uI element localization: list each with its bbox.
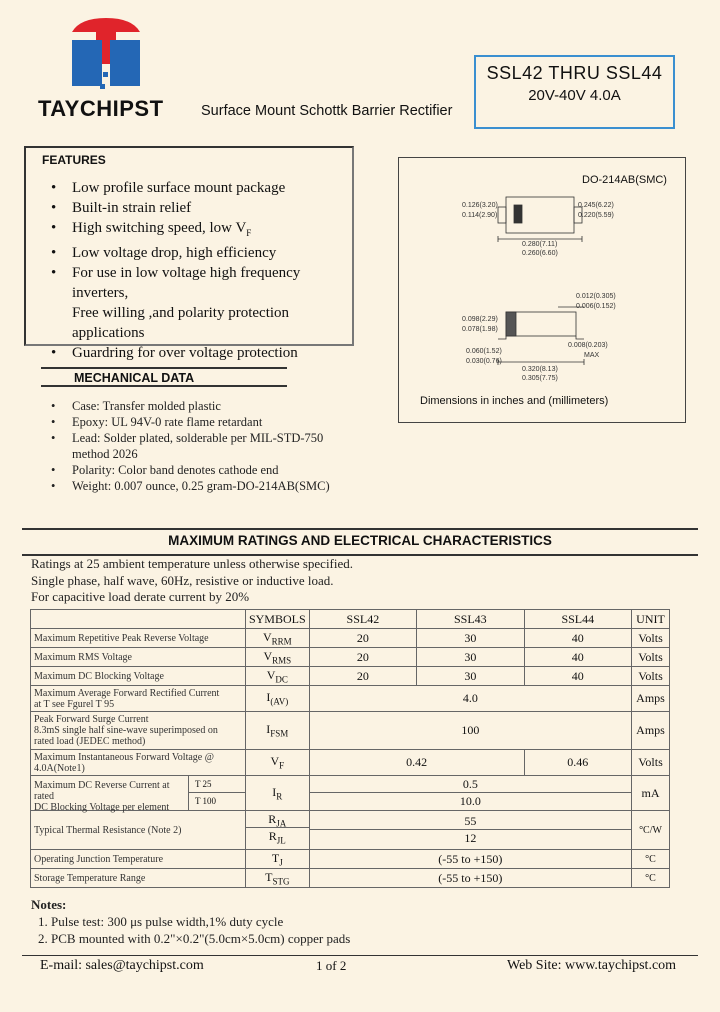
dim-label: 0.280(7.11) xyxy=(522,241,558,248)
table-row xyxy=(31,869,670,888)
part-ratings: 20V-40V 4.0A xyxy=(528,87,621,104)
value-cell: (-55 to +150) xyxy=(309,869,631,888)
part-range: SSL42 THRU SSL44 xyxy=(486,63,663,83)
table-header-cell: UNIT xyxy=(632,610,670,629)
list-item: • High switching speed, low $V_F$ xyxy=(51,220,252,238)
footer-email: E-mail: sales@taychipst.com xyxy=(40,958,204,973)
value-cell: 20 xyxy=(309,667,416,686)
part-title-box xyxy=(474,55,675,129)
param-cell: Operating Junction Temperature xyxy=(31,850,246,869)
condition-line: Ratings at 25 ambient temperature unless otherwise specified. xyxy=(31,556,354,571)
unit-cell: Volts xyxy=(632,629,670,648)
rating-conditions xyxy=(31,556,353,606)
dim-label: 0.008(0.203) xyxy=(568,342,608,349)
table-row xyxy=(31,776,670,811)
symbol-cell: $V_{DC}$ xyxy=(245,667,309,686)
ratings-heading: MAXIMUM RATINGS AND ELECTRICAL CHARACTERISTICS xyxy=(22,528,698,556)
dim-label: 0.006(0.152) xyxy=(576,303,616,310)
param-text: Maximum DC Reverse Current at rated DC Blocking Voltage per element xyxy=(31,776,189,810)
param-cell: Maximum DC Blocking Voltage xyxy=(31,667,246,686)
symbol-cell: $T_{STG}$ xyxy=(245,869,309,888)
symbol-cell: $V_F$ xyxy=(245,750,309,776)
unit-cell: Volts xyxy=(632,648,670,667)
value-cell: 30 xyxy=(417,629,524,648)
param-cell: Peak Forward Surge Current 8.3mS single half sine-wave superimposed on rated load (JEDEC method) xyxy=(31,712,246,750)
table-header-cell: SSL44 xyxy=(524,610,631,629)
company-name: TAYCHIPST xyxy=(38,96,164,121)
product-subtitle: Surface Mount Schottk Barrier Rectifier xyxy=(201,103,453,119)
table-header-cell: SSL43 xyxy=(417,610,524,629)
table-row xyxy=(31,850,670,869)
table-row xyxy=(31,712,670,750)
note-item: 2. PCB mounted with 0.2"×0.2"(5.0cm×5.0cm) copper pads xyxy=(38,931,351,946)
dim-label: 0.220(5.59) xyxy=(578,212,614,219)
dim-label: 0.078(1.98) xyxy=(462,326,498,333)
features-heading: FEATURES xyxy=(42,153,106,167)
param-cell: Maximum RMS Voltage xyxy=(31,648,246,667)
param-cell: Typical Thermal Resistance (Note 2) xyxy=(31,811,246,850)
param-cell xyxy=(31,776,246,811)
symbol-cell: $T_J$ xyxy=(245,850,309,869)
features-list xyxy=(46,178,346,363)
param-cell: Storage Temperature Range xyxy=(31,869,246,888)
list-item: • Polarity: Color band denotes cathode end xyxy=(51,463,279,477)
table-header-cell: SYMBOLS xyxy=(245,610,309,629)
unit-cell: °C/W xyxy=(632,811,670,850)
mechanical-list xyxy=(46,398,366,494)
logo-mark-icon xyxy=(70,16,142,94)
condition-line: For capacitive load derate current by 20% xyxy=(31,589,250,604)
value-cell: 0.42 xyxy=(309,750,524,776)
value-cell: 20 xyxy=(309,648,416,667)
package-outline-drawing xyxy=(398,157,684,387)
value-cell: 40 xyxy=(524,667,631,686)
unit-cell: °C xyxy=(632,850,670,869)
dim-label: 0.305(7.75) xyxy=(522,375,558,382)
value-cell: 0.5 10.0 xyxy=(309,776,631,811)
dim-label: 0.012(0.305) xyxy=(576,293,616,300)
value-cell: 55 12 xyxy=(309,811,631,850)
symbol-cell: $I_R$ xyxy=(245,776,309,811)
param-cell: Maximum Instantaneous Forward Voltage @ 4.0A(Note1) xyxy=(31,750,246,776)
unit-cell: mA xyxy=(632,776,670,811)
dim-label: 0.260(6.60) xyxy=(522,250,558,257)
value-cell: 30 xyxy=(417,667,524,686)
table-row xyxy=(31,629,670,648)
table-row xyxy=(31,686,670,712)
table-row xyxy=(31,667,670,686)
list-item: • Weight: 0.007 ounce, 0.25 gram-DO-214AB(SMC) xyxy=(51,479,330,493)
dim-label: MAX xyxy=(584,352,600,359)
list-item: • For use in low voltage high frequency inverters, xyxy=(51,265,301,301)
list-item: • Guardring for over voltage protection xyxy=(51,345,298,361)
value-cell: 4.0 xyxy=(309,686,631,712)
dim-label: 0.245(6.22) xyxy=(578,202,614,209)
value-cell: 100 xyxy=(309,712,631,750)
list-item: • Epoxy: UL 94V-0 rate flame retardant xyxy=(51,415,263,429)
value-cell: 0.46 xyxy=(524,750,631,776)
table-header-cell xyxy=(31,610,246,629)
list-item: • Built-in strain relief xyxy=(51,200,192,216)
param-cell: Maximum Repetitive Peak Reverse Voltage xyxy=(31,629,246,648)
table-header-row xyxy=(31,610,670,629)
company-logo xyxy=(70,16,142,94)
dim-label: 0.060(1.52) xyxy=(466,348,502,355)
list-item: • Lead: Solder plated, solderable per MIL-STD-750 xyxy=(51,431,324,445)
table-header-cell: SSL42 xyxy=(309,610,416,629)
page-number: 1 of 2 xyxy=(316,958,347,973)
list-item: Free willing ,and polarity protection applications xyxy=(72,305,290,341)
list-item: • Case: Transfer molded plastic xyxy=(51,399,221,413)
dim-label: 0.030(0.76) xyxy=(466,358,502,365)
dim-label: 0.114(2.90) xyxy=(462,212,498,219)
temperature-conditions: T 25 T 100 xyxy=(189,776,245,810)
symbol-cell: $I_{FSM}$ xyxy=(245,712,309,750)
value-cell: 20 xyxy=(309,629,416,648)
table-row xyxy=(31,648,670,667)
value-cell: 40 xyxy=(524,629,631,648)
mechanical-heading: MECHANICAL DATA xyxy=(41,367,287,387)
value-cell: (-55 to +150) xyxy=(309,850,631,869)
footer-divider xyxy=(22,955,698,956)
condition-line: Single phase, half wave, 60Hz, resistive or inductive load. xyxy=(31,572,334,588)
symbol-cell: $I_{(AV)}$ xyxy=(245,686,309,712)
list-item: method 2026 xyxy=(72,447,138,461)
symbol-cell: $R_{JA}$ $R_{JL}$ xyxy=(245,811,309,850)
value-cell: 40 xyxy=(524,648,631,667)
table-row xyxy=(31,811,670,850)
dim-label: 0.126(3.20) xyxy=(462,202,498,209)
list-item: • Low profile surface mount package xyxy=(51,180,286,196)
unit-cell: Amps xyxy=(632,712,670,750)
param-cell: Maximum Average Forward Rectified Current at T see Fgurel T 95 xyxy=(31,686,246,712)
symbol-cell: $V_{RRM}$ xyxy=(245,629,309,648)
dim-label: 0.320(8.13) xyxy=(522,366,558,373)
list-item: • Low voltage drop, high efficiency xyxy=(51,245,277,261)
value-cell: 30 xyxy=(417,648,524,667)
unit-cell: Amps xyxy=(632,686,670,712)
unit-cell: Volts xyxy=(632,667,670,686)
unit-cell: °C xyxy=(632,869,670,888)
note-item: 1. Pulse test: 300 μs pulse width,1% duty cycle xyxy=(38,914,284,929)
dim-label: 0.098(2.29) xyxy=(462,316,498,323)
unit-cell: Volts xyxy=(632,750,670,776)
footer-website: Web Site: www.taychipst.com xyxy=(507,958,677,973)
notes-heading: Notes: xyxy=(31,897,67,912)
diagram-caption: Dimensions in inches and (millimeters) xyxy=(420,395,609,407)
notes-section xyxy=(31,896,350,947)
table-row xyxy=(31,750,670,776)
electrical-characteristics-table xyxy=(30,609,670,888)
symbol-cell: $V_{RMS}$ xyxy=(245,648,309,667)
package-name: DO-214AB(SMC) xyxy=(582,174,667,186)
